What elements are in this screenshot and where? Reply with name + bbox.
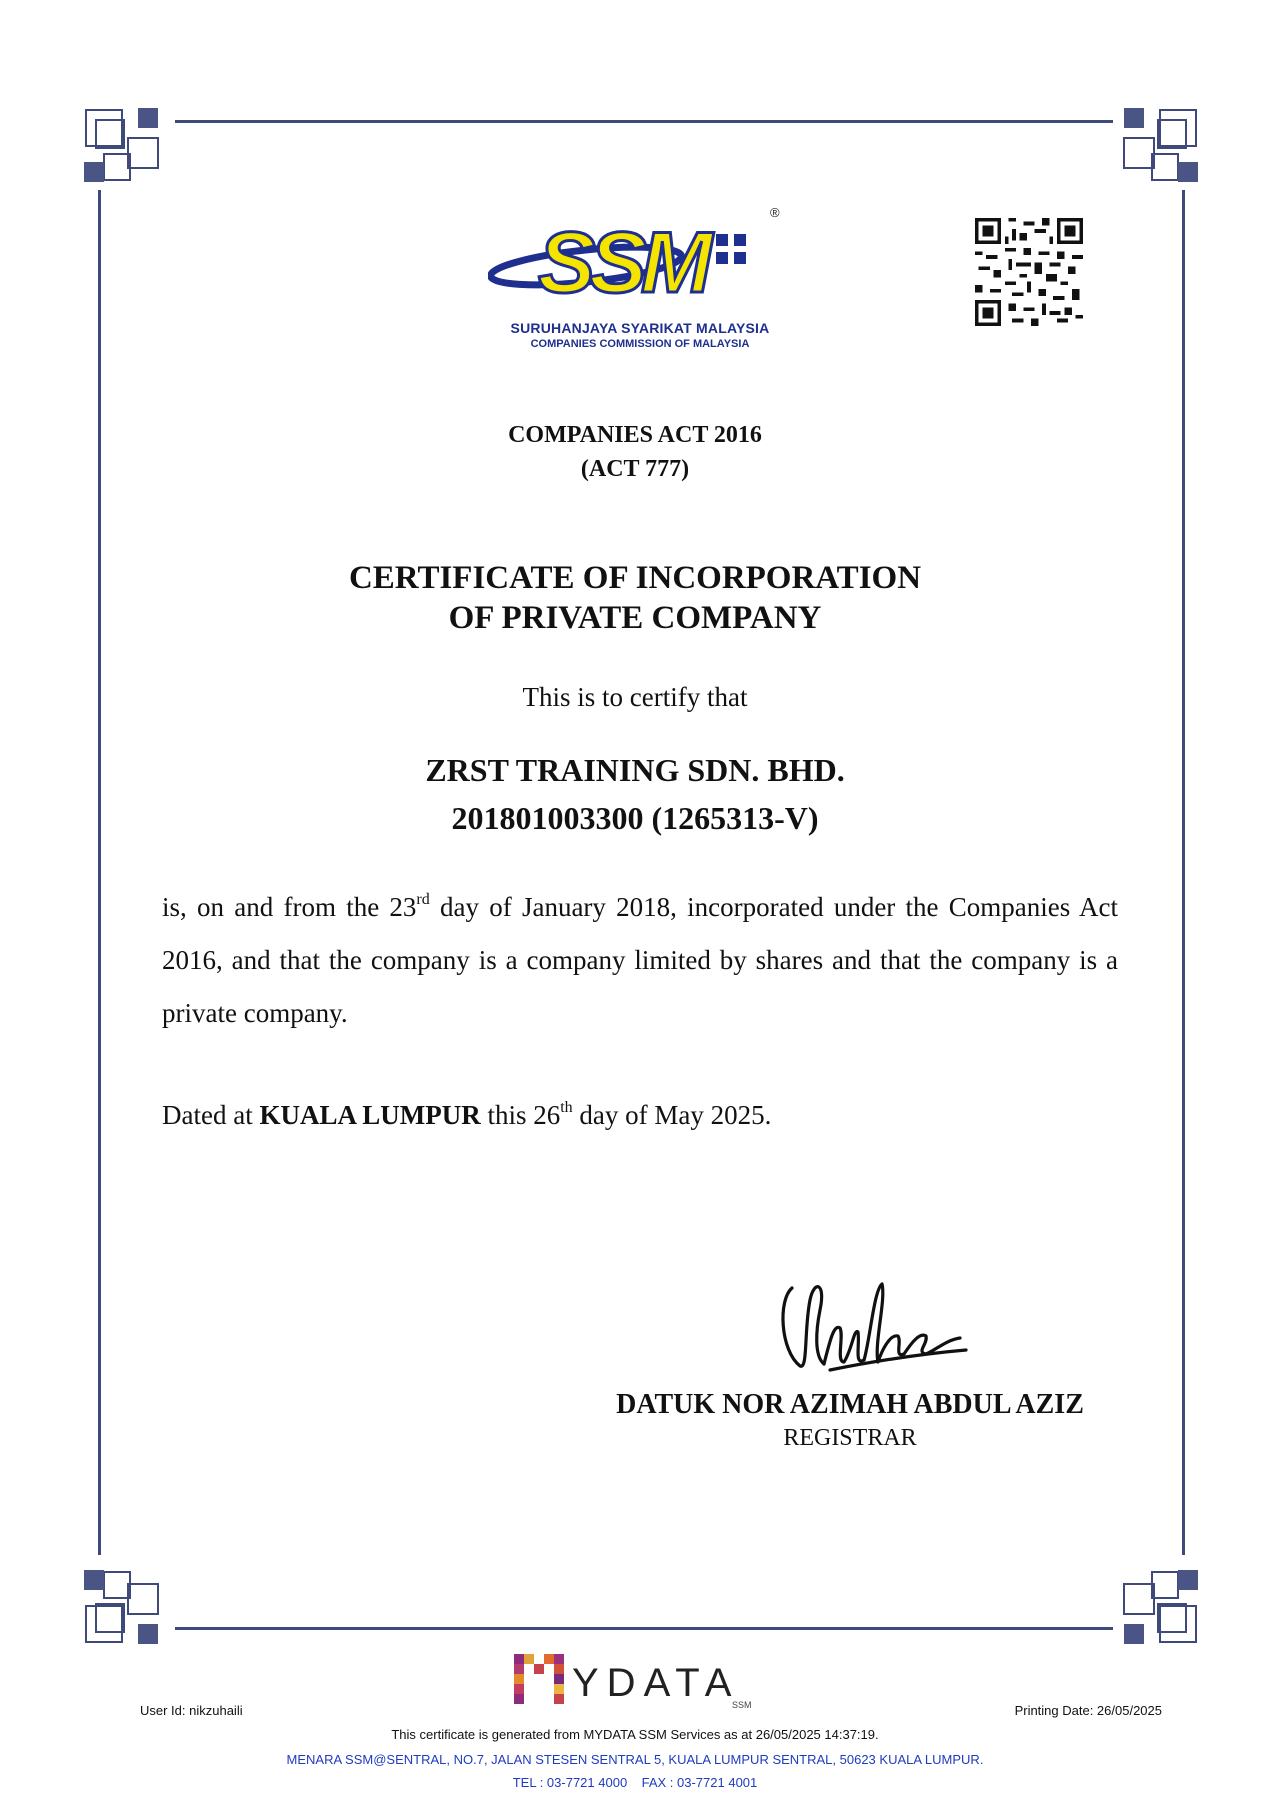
frame-bottom xyxy=(175,1627,1113,1630)
logo-name-english: COMPANIES COMMISSION OF MALAYSIA xyxy=(530,338,750,350)
certification-statement xyxy=(162,881,1118,1040)
mydata-logo xyxy=(512,1650,762,1710)
corner-ornament-bottom-right xyxy=(1100,1546,1200,1646)
generated-note: This certificate is generated from MYDATA SSM Services as at 26/05/2025 14:37:19. xyxy=(391,1727,879,1742)
registrar-title: REGISTRAR xyxy=(783,1425,917,1451)
corner-ornament-top-left xyxy=(82,106,182,206)
dated-middle: this 26 xyxy=(480,1100,561,1130)
ssm-address: MENARA SSM@SENTRAL, NO.7, JALAN STESEN SENTRAL 5, KUALA LUMPUR SENTRAL, 50623 KUALA LUMPUR. xyxy=(286,1752,984,1767)
frame-right xyxy=(1182,190,1185,1555)
logo-name-malay: SURUHANJAYA SYARIKAT MALAYSIA xyxy=(510,320,770,336)
dated-ordinal: th xyxy=(560,1099,573,1116)
registrar-name: DATUK NOR AZIMAH ABDUL AZIZ xyxy=(616,1389,1084,1420)
ssm-contact: TEL : 03-7721 4000 FAX : 03-7721 4001 xyxy=(512,1775,758,1790)
company-name: ZRST TRAINING SDN. BHD. xyxy=(425,752,845,788)
mydata-sub: SSM xyxy=(732,1700,752,1710)
company-registration-number: 201801003300 (1265313-V) xyxy=(451,800,819,836)
qr-code-icon xyxy=(975,218,1083,326)
registrar-signature xyxy=(770,1270,970,1380)
user-id: User Id: nikzuhaili xyxy=(140,1703,243,1718)
frame-left xyxy=(98,190,101,1555)
statement-ordinal: rd xyxy=(416,891,430,908)
printing-date: Printing Date: 26/05/2025 xyxy=(1014,1703,1162,1718)
dated-line xyxy=(162,1100,771,1131)
corner-ornament-bottom-left xyxy=(82,1546,182,1646)
certificate-title-line1: CERTIFICATE OF INCORPORATION xyxy=(348,560,922,596)
statement-part2: day of January 2018, incorporated under the Companies Act 2016, and that the company is a company limited by shares and that the company is a private company. xyxy=(162,892,1118,1028)
dated-place: KUALA LUMPUR xyxy=(259,1100,481,1130)
dated-suffix: day of May 2025. xyxy=(572,1100,772,1130)
act-number: (ACT 777) xyxy=(580,456,690,482)
statement-part1: is, on and from the 23 xyxy=(162,892,417,922)
frame-top xyxy=(175,120,1113,123)
certificate-title-line2: OF PRIVATE COMPANY xyxy=(448,600,822,636)
registered-mark: ® xyxy=(770,205,780,220)
logo-acronym: SSM xyxy=(538,215,707,310)
certify-intro: This is to certify that xyxy=(522,682,748,712)
corner-ornament-top-right xyxy=(1100,106,1200,206)
mydata-brand: YDATA xyxy=(572,1661,740,1705)
ssm-logo xyxy=(488,214,778,310)
dated-prefix: Dated at xyxy=(162,1100,260,1130)
act-title: COMPANIES ACT 2016 xyxy=(508,422,762,448)
